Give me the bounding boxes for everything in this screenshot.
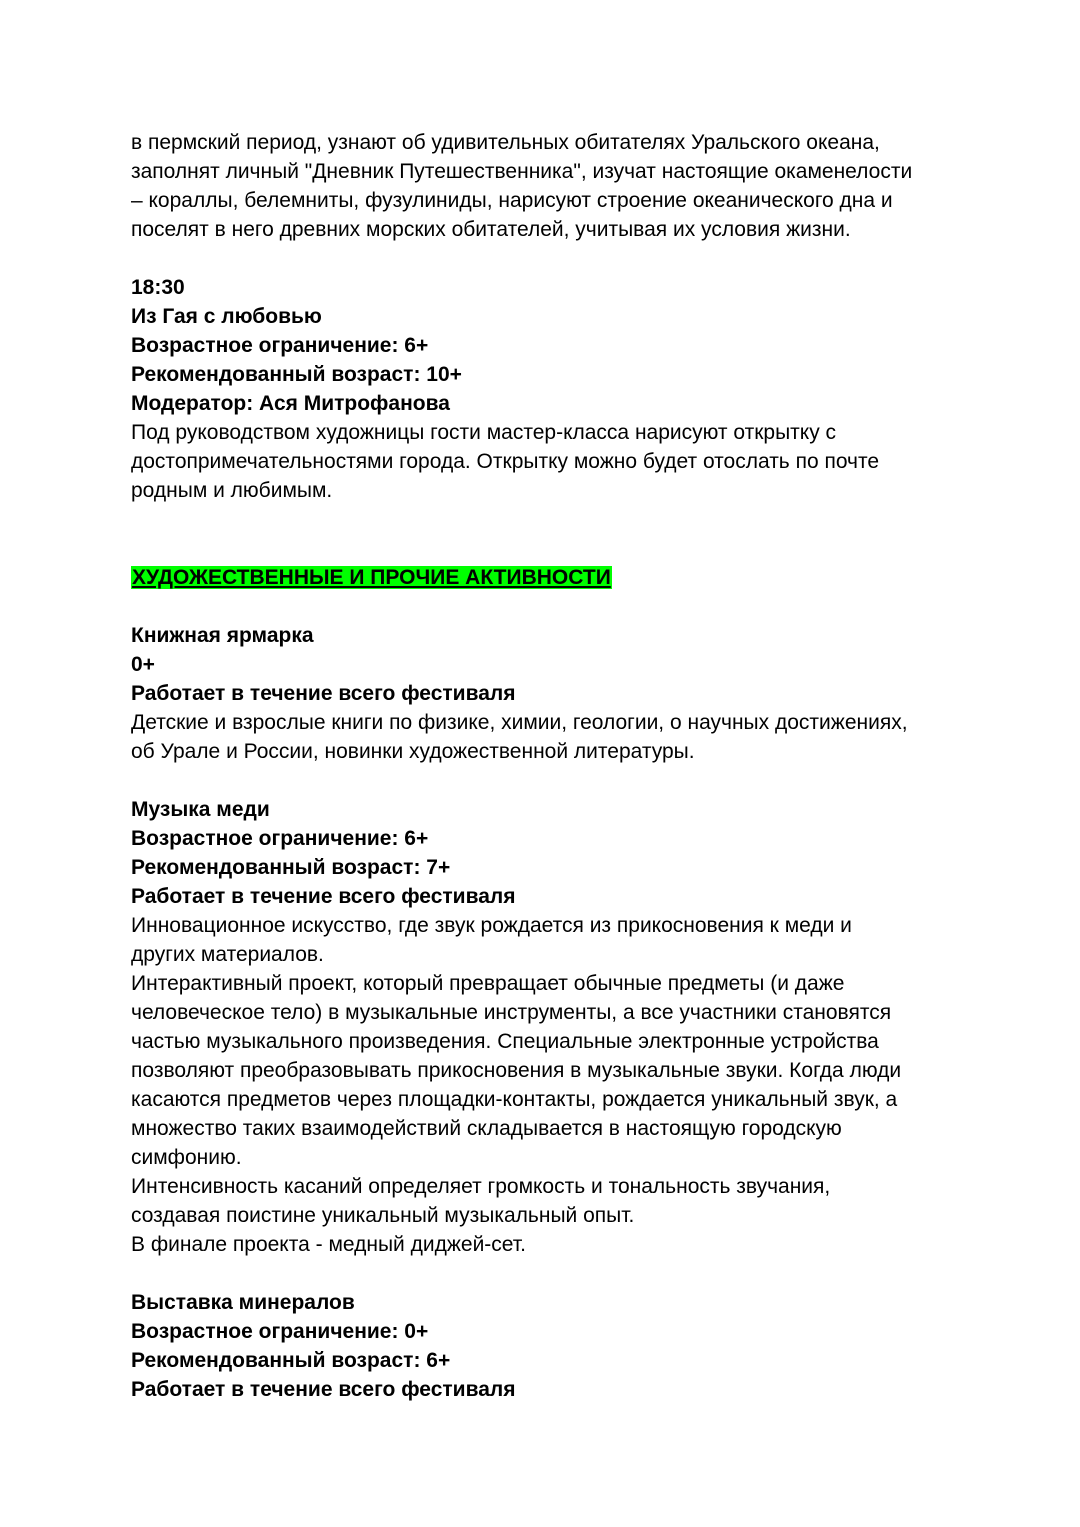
event-block bbox=[131, 273, 961, 505]
copper-music-description-line: Интерактивный проект, который превращает обычные предметы (и даже bbox=[131, 972, 845, 995]
book-fair-title: Книжная ярмарка bbox=[131, 624, 314, 647]
book-fair-schedule: Работает в течение всего фестиваля bbox=[131, 682, 516, 705]
event-moderator: Модератор: Ася Митрофанова bbox=[131, 392, 450, 415]
event-description-line: Под руководством художницы гости мастер-класса нарисуют открытку с bbox=[131, 421, 837, 444]
copper-music-schedule: Работает в течение всего фестиваля bbox=[131, 885, 516, 908]
copper-music-description-line: человеческое тело) в музыкальные инструменты, а все участники становятся bbox=[131, 1001, 892, 1024]
book-fair-age: 0+ bbox=[131, 653, 155, 676]
copper-music-description-line: Интенсивность касаний определяет громкость и тональность звучания, bbox=[131, 1175, 831, 1198]
intro-line: поселят в него древних морских обитателей, учитывая их условия жизни. bbox=[131, 218, 851, 241]
copper-music-description-line: создавая поистине уникальный музыкальный опыт. bbox=[131, 1204, 635, 1227]
section-heading: ХУДОЖЕСТВЕННЫЕ И ПРОЧИЕ АКТИВНОСТИ bbox=[132, 566, 611, 589]
intro-line: – кораллы, белемниты, фузулиниды, нарисуют строение океанического дна и bbox=[131, 189, 893, 212]
event-age-limit: Возрастное ограничение: 6+ bbox=[131, 334, 429, 357]
copper-music-description-line: других материалов. bbox=[131, 943, 324, 966]
copper-music-description-line: симфонию. bbox=[131, 1146, 242, 1169]
event-title: Из Гая с любовью bbox=[131, 305, 322, 328]
intro-paragraph bbox=[131, 128, 961, 244]
copper-music-description-line: позволяют преобразовывать прикосновения в музыкальные звуки. Когда люди bbox=[131, 1059, 902, 1082]
copper-music-age-limit: Возрастное ограничение: 6+ bbox=[131, 827, 429, 850]
copper-music-title: Музыка меди bbox=[131, 798, 270, 821]
intro-line: в пермский период, узнают об удивительных обитателях Уральского океана, bbox=[131, 131, 880, 154]
book-fair-description-line: Детские и взрослые книги по физике, химии, геологии, о научных достижениях, bbox=[131, 711, 908, 734]
event-time: 18:30 bbox=[131, 276, 185, 299]
copper-music-description-line: Инновационное искусство, где звук рождается из прикосновения к меди и bbox=[131, 914, 852, 937]
event-recommended-age: Рекомендованный возраст: 10+ bbox=[131, 363, 462, 386]
minerals-block bbox=[131, 1288, 961, 1404]
event-description-line: достопримечательностями города. Открытку можно будет отослать по почте bbox=[131, 450, 880, 473]
section-heading-row bbox=[131, 563, 961, 592]
copper-music-recommended-age: Рекомендованный возраст: 7+ bbox=[131, 856, 451, 879]
event-description-line: родным и любимым. bbox=[131, 479, 333, 502]
intro-line: заполнят личный "Дневник Путешественника", изучат настоящие окаменелости bbox=[131, 160, 913, 183]
minerals-title: Выставка минералов bbox=[131, 1291, 355, 1314]
book-fair-block bbox=[131, 621, 961, 766]
copper-music-description-line: частью музыкального произведения. Специальные электронные устройства bbox=[131, 1030, 879, 1053]
minerals-schedule: Работает в течение всего фестиваля bbox=[131, 1378, 516, 1401]
document-page bbox=[131, 128, 961, 1404]
copper-music-description-line: В финале проекта - медный диджей-сет. bbox=[131, 1233, 526, 1256]
copper-music-description-line: множество таких взаимодействий складывается в настоящую городскую bbox=[131, 1117, 842, 1140]
minerals-age-limit: Возрастное ограничение: 0+ bbox=[131, 1320, 429, 1343]
copper-music-description-line: касаются предметов через площадки-контакты, рождается уникальный звук, а bbox=[131, 1088, 898, 1111]
book-fair-description-line: об Урале и России, новинки художественной литературы. bbox=[131, 740, 695, 763]
copper-music-block bbox=[131, 795, 961, 1259]
minerals-recommended-age: Рекомендованный возраст: 6+ bbox=[131, 1349, 451, 1372]
